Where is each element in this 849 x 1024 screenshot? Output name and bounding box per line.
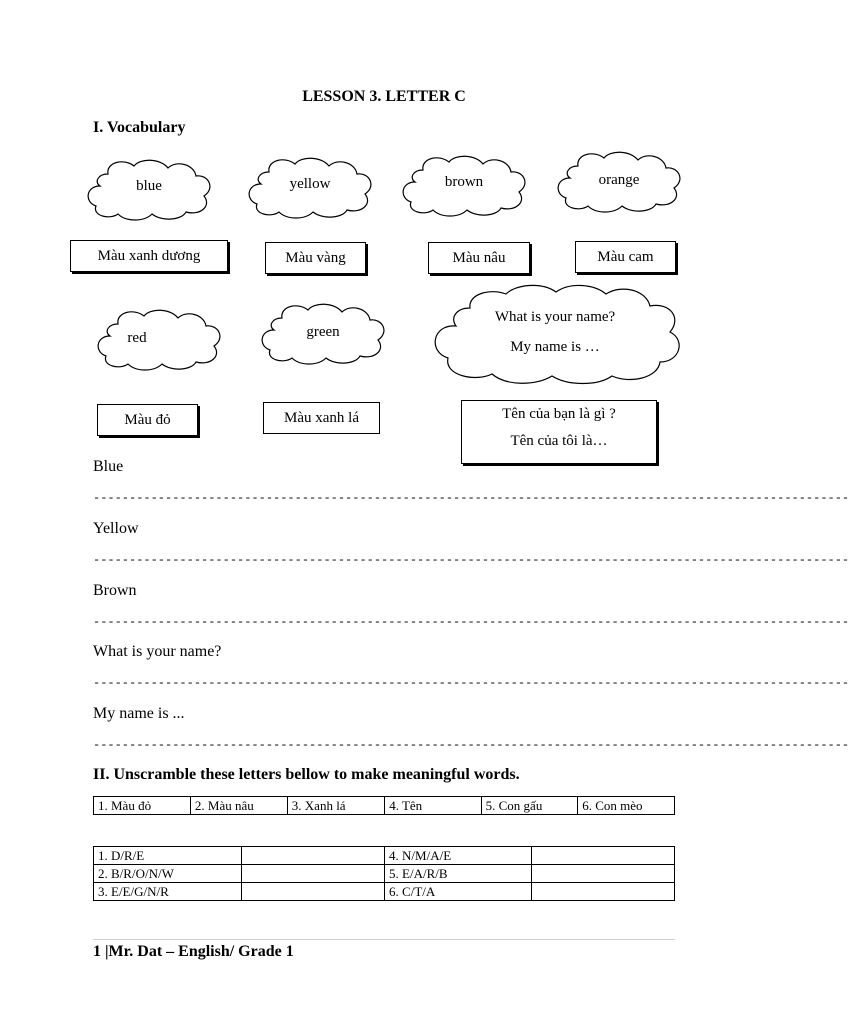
box-mau-do: Màu đỏ xyxy=(97,404,198,436)
scramble-word: 3. E/E/G/N/R xyxy=(94,883,242,901)
hint-cell: 6. Con mèo xyxy=(578,797,675,815)
box-mau-nau: Màu nâu xyxy=(428,242,530,274)
writing-line: --------------------------------------------------------------------------------------------------------- xyxy=(93,491,849,505)
section-vocabulary-heading: I. Vocabulary xyxy=(93,119,186,136)
scramble-word: 1. D/R/E xyxy=(94,847,242,865)
box-mau-vang: Màu vàng xyxy=(265,242,366,274)
box-mau-xanh-duong: Màu xanh dương xyxy=(70,240,228,272)
hint-cell: 1. Màu đỏ xyxy=(94,797,191,815)
practice-label-question: What is your name? xyxy=(93,643,222,660)
practice-label-brown: Brown xyxy=(93,582,137,599)
hint-cell: 2. Màu nâu xyxy=(190,797,287,815)
writing-line: --------------------------------------------------------------------------------------------------------- xyxy=(93,553,849,567)
cloud-red xyxy=(92,306,226,370)
answer-cell[interactable] xyxy=(242,847,385,865)
box-answer: Tên của tôi là… xyxy=(510,433,608,449)
box-ten-cua-ban xyxy=(461,400,657,464)
footer-divider xyxy=(93,939,675,940)
scramble-word: 4. N/M/A/E xyxy=(385,847,532,865)
cloud-green xyxy=(256,300,390,364)
practice-label-yellow: Yellow xyxy=(93,520,139,537)
scramble-word: 5. E/A/R/B xyxy=(385,865,532,883)
scramble-word: 2. B/R/O/N/W xyxy=(94,865,242,883)
cloud-word: brown xyxy=(444,174,484,190)
practice-label-blue: Blue xyxy=(93,458,124,475)
scramble-table xyxy=(93,846,675,901)
table-row xyxy=(94,797,675,815)
cloud-brown xyxy=(397,152,531,216)
cloud-word: orange xyxy=(598,172,640,188)
cloud-blue xyxy=(82,156,216,220)
hint-cell: 4. Tên xyxy=(385,797,481,815)
answer-cell[interactable] xyxy=(242,883,385,901)
lesson-title: LESSON 3. LETTER C xyxy=(302,88,466,105)
answer-cell[interactable] xyxy=(242,865,385,883)
writing-line: --------------------------------------------------------------------------------------------------------- xyxy=(93,615,849,629)
cloud-orange xyxy=(552,148,686,212)
table-row xyxy=(94,865,675,883)
cloud-shape-icon xyxy=(426,282,684,386)
cloud-word: yellow xyxy=(289,176,331,192)
hints-table xyxy=(93,796,675,815)
writing-line: --------------------------------------------------------------------------------------------------------- xyxy=(93,676,849,690)
answer-cell[interactable] xyxy=(532,883,675,901)
hint-cell: 5. Con gấu xyxy=(481,797,578,815)
cloud-word: blue xyxy=(136,178,162,194)
hint-cell: 3. Xanh lá xyxy=(287,797,384,815)
cloud-yellow xyxy=(243,154,377,218)
answer-cell[interactable] xyxy=(532,847,675,865)
box-mau-xanh-la: Màu xanh lá xyxy=(263,402,380,434)
writing-line: --------------------------------------------------------------------------------------------------------- xyxy=(93,738,849,752)
box-question: Tên của bạn là gì ? xyxy=(502,406,616,422)
scramble-word: 6. C/T/A xyxy=(385,883,532,901)
box-mau-cam: Màu cam xyxy=(575,241,676,273)
page-footer: 1 |Mr. Dat – English/ Grade 1 xyxy=(93,943,294,960)
table-row xyxy=(94,847,675,865)
practice-label-answer: My name is ... xyxy=(93,705,185,722)
answer-cell[interactable] xyxy=(532,865,675,883)
cloud-word: red xyxy=(127,330,147,346)
cloud-word: green xyxy=(306,324,340,340)
table-row xyxy=(94,883,675,901)
section-unscramble-heading: II. Unscramble these letters bellow to make meaningful words. xyxy=(93,766,520,783)
cloud-question: What is your name? xyxy=(494,309,616,325)
cloud-answer: My name is … xyxy=(510,339,600,355)
cloud-what-is-your-name xyxy=(426,282,684,386)
